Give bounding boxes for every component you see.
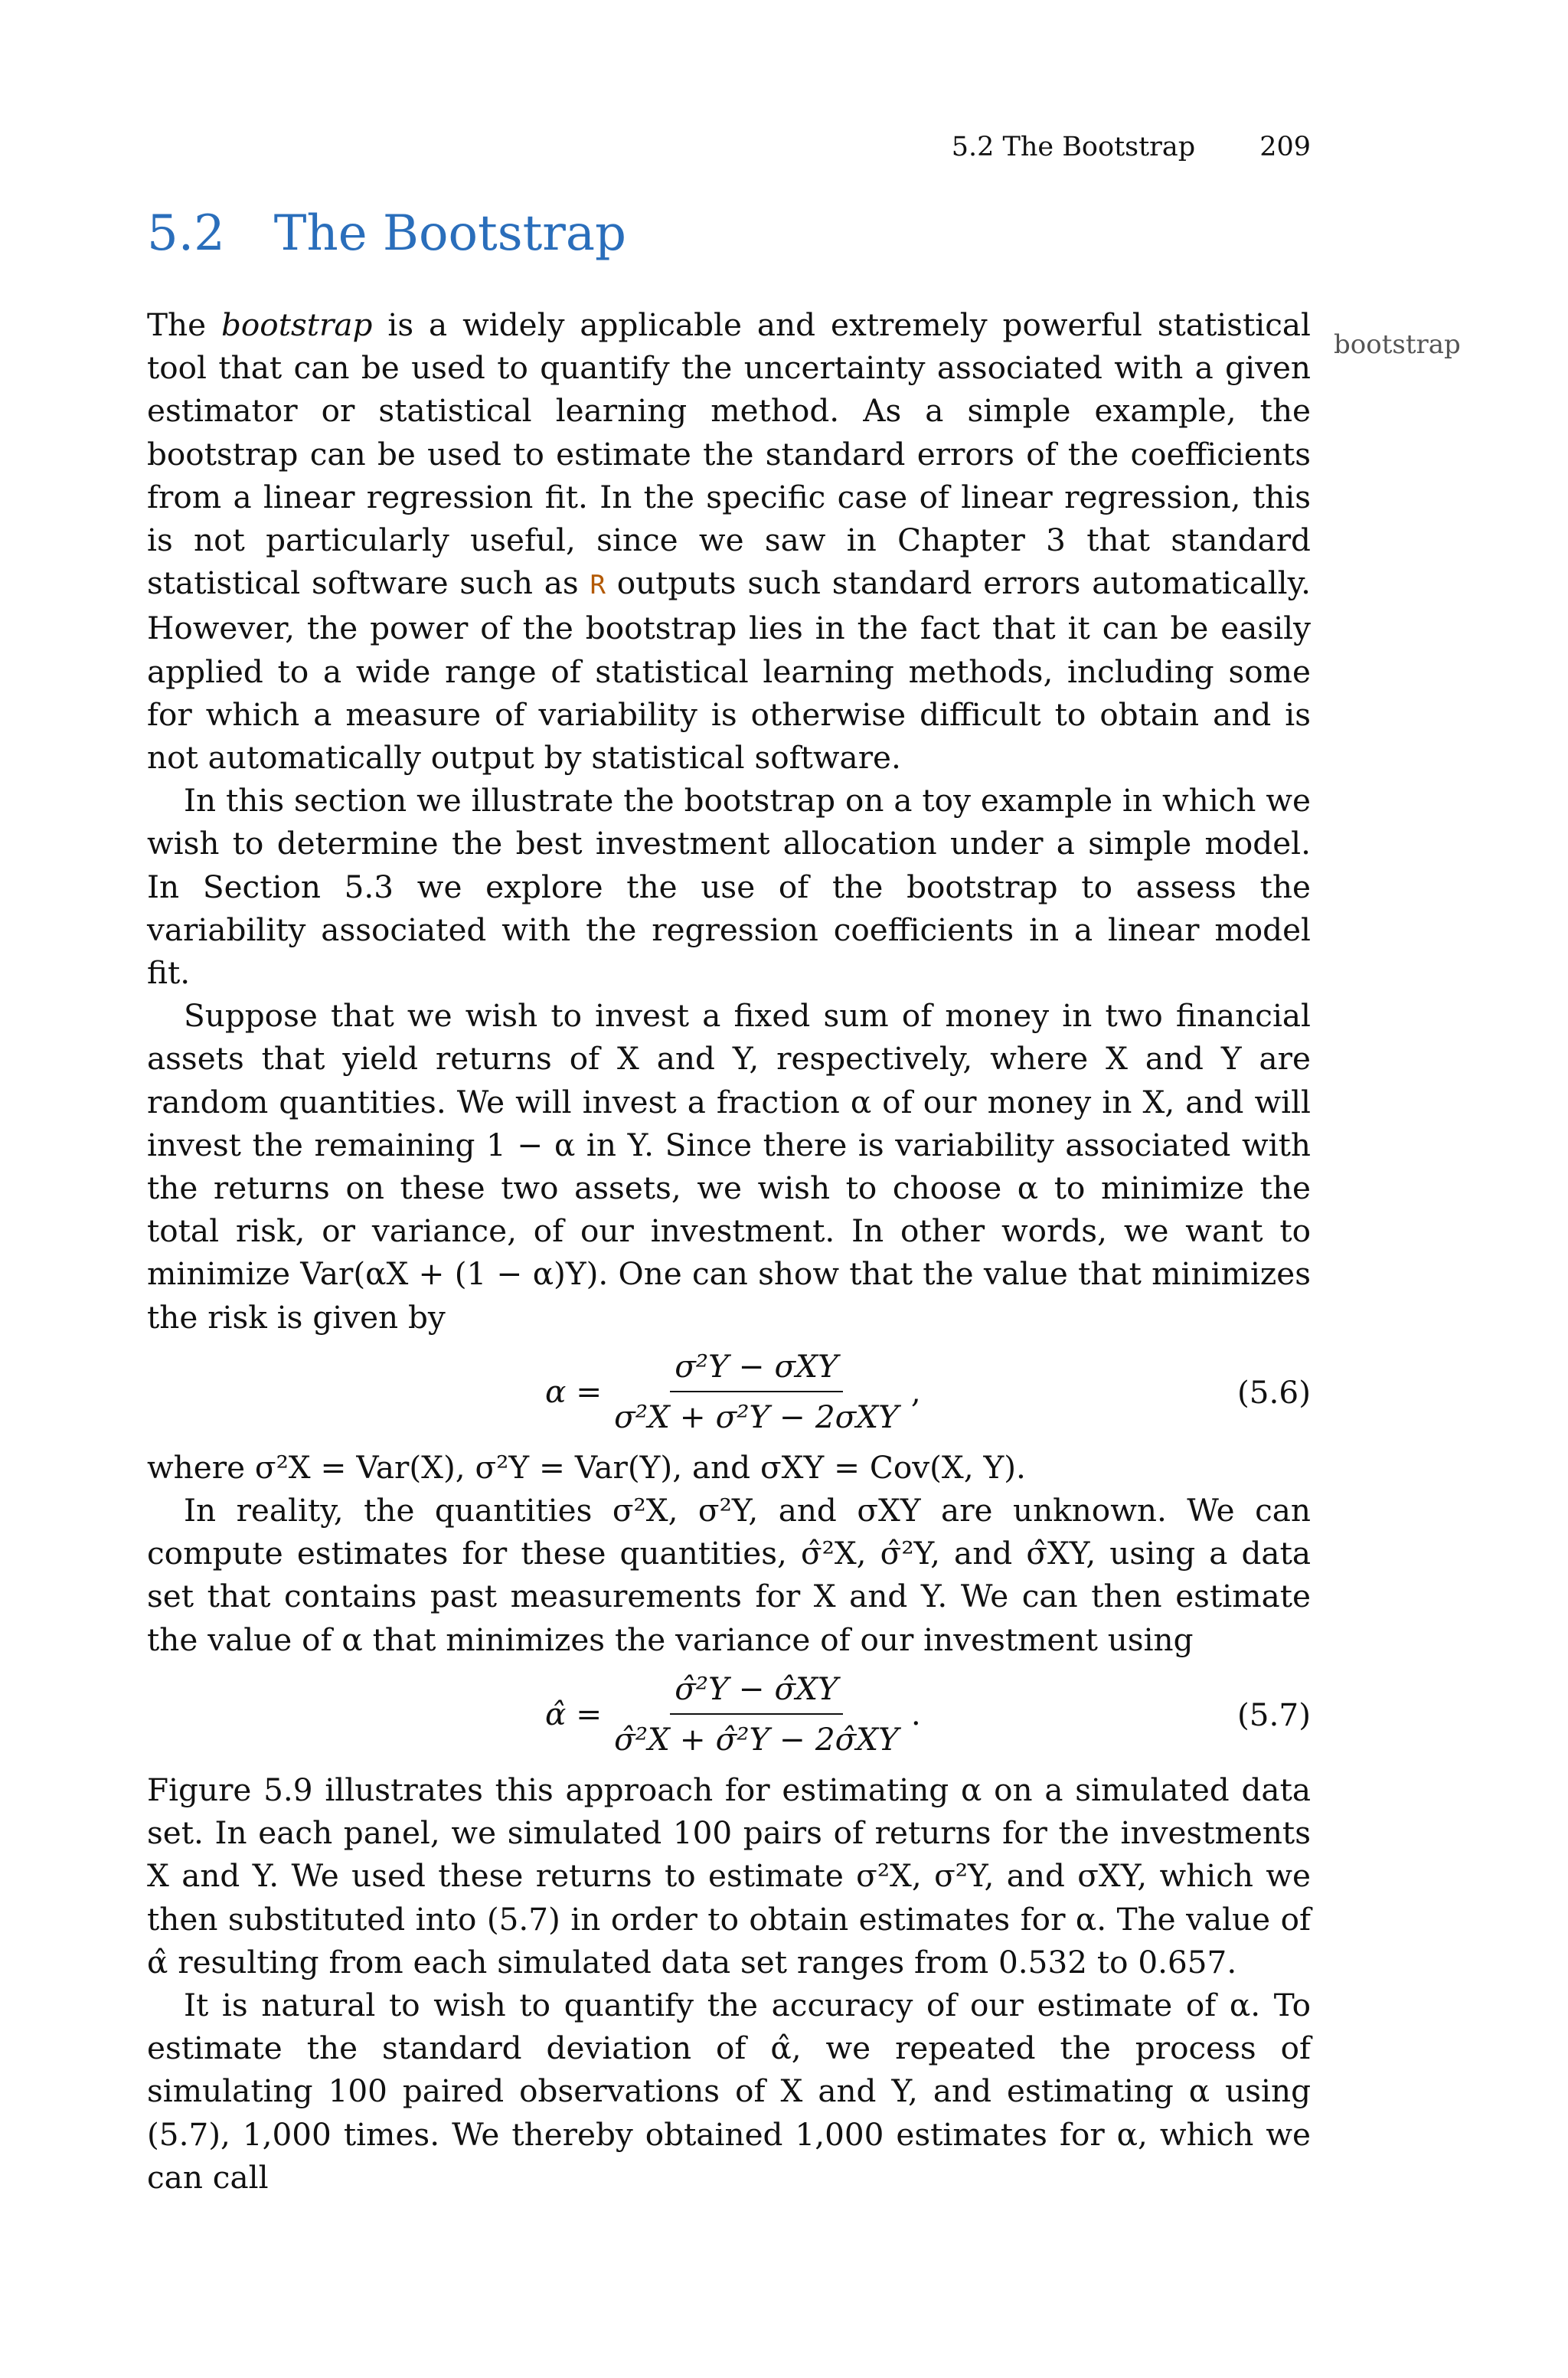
eq56-fraction — [609, 1345, 903, 1438]
eq56-numerator: σ²Y − σXY — [670, 1345, 843, 1392]
bootstrap-term: bootstrap — [221, 306, 373, 343]
margin-note: bootstrap — [1334, 329, 1461, 360]
eq56-lhs: α = — [545, 1372, 603, 1410]
section-title: The Bootstrap — [273, 205, 626, 262]
running-head — [952, 132, 1311, 162]
eq57-denominator: σ̂²X + σ̂²Y − 2σ̂XY — [614, 1720, 899, 1758]
r-code-term: R — [590, 570, 606, 601]
equation-5-6 — [147, 1342, 1311, 1441]
section-heading — [147, 205, 626, 262]
eq57-fraction — [609, 1667, 903, 1761]
paragraph-3: Suppose that we wish to invest a fixed sum of money in two financial assets that yield returns of X and Y, respectively, where X and Y are random quantities. We will invest a fraction α of our money in X, and will invest the remaining 1 − α in Y. Since there is variability associated with the returns on these two assets, we wish to choose α to minimize the total risk, or variance, of our investment. In other words, we want to minimize Var(αX + (1 − α)Y). One can show that the value that minimizes the risk is given by — [147, 997, 1311, 1336]
p1-text-b: is a widely applicable and extremely powerful statistical tool that can be used to quantify the uncertainty associated with a given estimator or statistical learning method. As a simple example, the bootstrap can be used to estimate the standard errors of the coefficients from a linear regression fit. In the specific case of linear regression, this is not particularly useful, since we saw in Chapter 3 that standard statistical software such as — [147, 306, 1311, 602]
p1-text-c: outputs such standard errors automatically. However, the power of the bootstrap lies in the fact that it can be easily applied to a wide range of statistical learning methods, including some for which a measure of variability is otherwise difficult to obtain and is not automatically output by statistical software. — [147, 564, 1312, 777]
equation-5-7 — [147, 1664, 1311, 1764]
eq56-denominator: σ²X + σ²Y − 2σXY — [614, 1398, 899, 1435]
equation-number-5-6: (5.6) — [1236, 1373, 1311, 1411]
p1-text-a: The — [147, 306, 221, 343]
equation-number-5-7: (5.7) — [1236, 1696, 1311, 1733]
eq57-numerator: σ̂²Y − σ̂XY — [670, 1667, 843, 1715]
paragraph-5: In reality, the quantities σ²X, σ²Y, and σXY are unknown. We can compute estimates for these quantities, σ̂²X, σ̂²Y, and σ̂XY, using a data set that contains past measurements for X and Y. We can then estimate the value of α that minimizes the variance of our investment using — [147, 1492, 1311, 1658]
paragraph-4: where σ²X = Var(X), σ²Y = Var(Y), and σXY = Cov(X, Y). — [147, 1448, 1026, 1486]
paragraph-2: In this section we illustrate the bootstrap on a toy example in which we wish to determine the best investment allocation under a simple model. In Section 5.3 we explore the use of the bootstrap to assess the variability associated with the regression coefficients in a linear model fit. — [147, 782, 1311, 992]
eq57-lhs: α̂ = — [545, 1695, 603, 1732]
paragraph-6: Figure 5.9 illustrates this approach for estimating α on a simulated data set. In each panel, we simulated 100 pairs of returns for the investments X and Y. We used these returns to estimate σ²X, σ²Y, and σXY, which we then substituted into (5.7) in order to obtain estimates for α. The value of α̂ resulting from each simulated data set ranges from 0.532 to 0.657. — [147, 1771, 1311, 1981]
eq56-trail: , — [910, 1372, 921, 1410]
page-number: 209 — [1259, 132, 1311, 162]
paragraph-1 — [147, 303, 1311, 779]
paragraph-7: It is natural to wish to quantify the accuracy of our estimate of α. To estimate the standard deviation of α̂, we repeated the process of simulating 100 paired observations of X and Y, and estimating α using (5.7), 1,000 times. We thereby obtained 1,000 estimates for α, which we can call — [147, 1986, 1311, 2196]
eq57-trail: . — [910, 1695, 921, 1732]
section-number: 5.2 — [147, 205, 225, 262]
body-text — [147, 303, 1311, 2199]
running-head-section: 5.2 The Bootstrap — [951, 132, 1196, 162]
